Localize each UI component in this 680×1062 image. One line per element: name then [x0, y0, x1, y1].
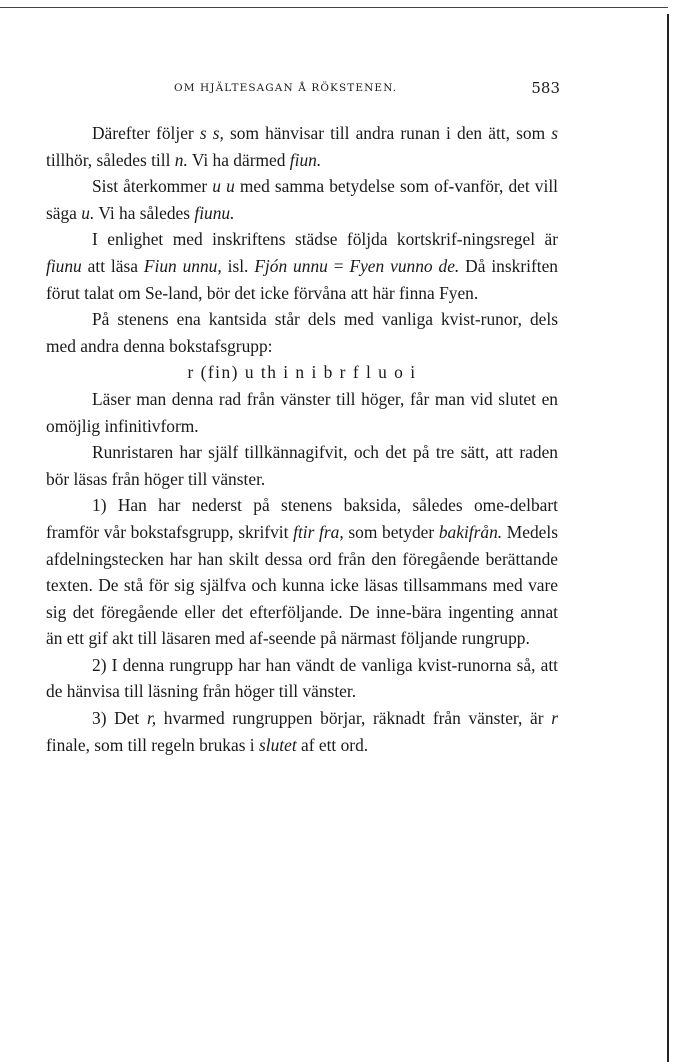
paragraph [46, 492, 558, 652]
paragraph [46, 652, 558, 705]
italic-run: fiun. [289, 149, 322, 170]
text-run: Sist återkommer [92, 176, 213, 197]
text-run: som hänvisar till andra runan i den ätt, som [223, 123, 552, 143]
paragraph [46, 386, 558, 439]
text-run: Vi ha därmed [187, 149, 290, 170]
text-run: Då inskriften förut talat om Se-land, bör det icke förvåna att här finna Fyen. [46, 255, 558, 303]
italic-run: s [551, 123, 559, 143]
paragraph [46, 226, 558, 306]
text-run: Runristaren har själf tillkännagifvit, och det på tre sätt, att raden bör läsas från höger till vänster. [46, 442, 558, 489]
running-head: OM HJÄLTESAGAN Å RÖKSTENEN. [174, 82, 398, 94]
paragraph [46, 705, 558, 758]
text-run: Medels afdelningstecken har han skilt dessa ord från den föregående berättande texten. De stå för sig själfva och kunna icke läsas tillsammans med vare sig det föregående eller det efterföljande. De inne-bära ingenting annat än ett gif akt till läsaren med af-seende på närmast följande rungrupp. [46, 521, 558, 649]
italic-run: r, [146, 708, 157, 729]
italic-run: n. [174, 149, 188, 170]
text-run: 1) Han har nederst på stenens baksida, således ome-delbart framför vår bokstafsgrupp, skrifvit [46, 495, 558, 542]
page-header [46, 79, 560, 102]
text-run: 3) Det [92, 708, 147, 729]
text-run: I enlighet med inskriftens städse följda kortskrif-ningsregel är [92, 229, 558, 250]
italic-run: Fjón unnu [254, 255, 328, 276]
top-rule [0, 7, 668, 8]
paragraph [46, 439, 558, 492]
italic-run: ftir fra, [293, 521, 344, 542]
italic-run: u u [212, 176, 235, 197]
text-run: På stenens ena kantsida står dels med vanliga kvist-runor, dels med andra denna bokstafsgrupp: [46, 309, 558, 356]
text-run: hvarmed rungruppen börjar, räknadt från vänster, är [156, 708, 552, 729]
text-run: = [327, 255, 350, 276]
page-edge-rule [667, 14, 669, 1062]
text-run: att läsa [81, 255, 144, 276]
page-number: 583 [531, 79, 560, 97]
text-run: finale, som till regeln brukas i [46, 734, 259, 755]
text-run: af ett ord. [296, 734, 369, 755]
text-run: med samma betydelse som of-vanför, det vill säga [46, 176, 558, 223]
text-run: Läser man denna rad från vänster till höger, får man vid slutet en omöjlig infinitivform. [46, 388, 558, 436]
text-run: Vi ha således [94, 202, 195, 223]
italic-run: slutet [258, 734, 297, 755]
paragraph [46, 120, 558, 173]
italic-run: u. [81, 202, 95, 223]
paragraph [46, 173, 558, 226]
italic-run: Fiun unnu, [143, 255, 222, 276]
paragraph [46, 306, 558, 359]
body-text [46, 120, 558, 758]
text-run: som betyder [343, 521, 439, 542]
text-run: tillhör, således till [46, 149, 175, 170]
text-run: isl. [221, 255, 255, 276]
text-run: 2) I denna rungrupp har han vändt de vanliga kvist-runorna så, att de hänvisa till läsning från höger till vänster. [46, 654, 558, 702]
italic-run: Fyen vunno de. [349, 255, 460, 276]
italic-run: s s, [199, 123, 224, 143]
italic-run: fiunu [46, 255, 82, 276]
rune-transliteration: r (fin) u th i n i b r f l u o i [187, 362, 417, 383]
text-run: Därefter följer [92, 123, 200, 143]
italic-run: r [551, 708, 558, 729]
italic-run: fiunu. [194, 202, 235, 223]
italic-run: bakifrån. [438, 521, 503, 542]
